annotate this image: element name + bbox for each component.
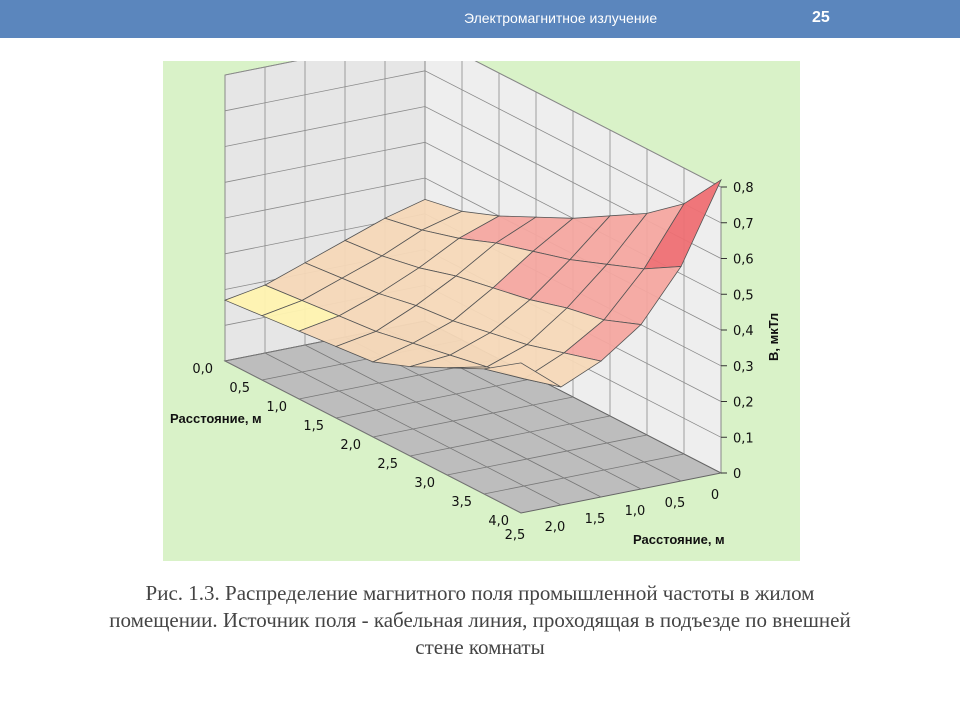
z-tick-label: 0,8 <box>733 181 754 196</box>
x-tick-label: 0,5 <box>664 496 686 511</box>
y-tick-label: 2,0 <box>340 438 361 453</box>
y-tick-label: 3,5 <box>451 495 472 510</box>
x-tick-label: 1,0 <box>624 504 646 519</box>
caption-line-2: помещении. Источник поля - кабельная линия, проходящая в подъезде по внешней <box>109 608 851 632</box>
z-tick-label: 0,2 <box>733 395 754 411</box>
figure-caption <box>0 580 960 661</box>
surface-chart <box>163 61 800 561</box>
x-axis-label: Расстояние, м <box>633 532 725 547</box>
chart-figure <box>163 61 800 561</box>
y-tick-label: 2,5 <box>377 457 398 472</box>
x-tick-label: 0 <box>710 488 720 503</box>
z-tick-label: 0,1 <box>733 431 754 447</box>
z-tick-label: 0 <box>733 467 742 482</box>
y-tick-label: 1,0 <box>266 400 287 415</box>
y-axis-label: Расстояние, м <box>170 411 262 426</box>
z-tick-label: 0,5 <box>733 288 754 304</box>
caption-line-1: Рис. 1.3. Распределение магнитного поля промышленной частоты в жилом <box>145 581 815 605</box>
y-tick-label: 0,0 <box>192 362 213 377</box>
x-tick-label: 2,5 <box>504 528 526 543</box>
x-tick-label: 2,0 <box>544 520 566 535</box>
z-tick-label: 0,4 <box>733 324 754 339</box>
y-tick-label: 1,5 <box>303 419 324 434</box>
y-tick-label: 3,0 <box>414 476 435 491</box>
z-tick-label: 0,3 <box>733 359 754 375</box>
x-tick-label: 1,5 <box>584 512 606 527</box>
header-bar <box>0 0 960 38</box>
z-tick-label: 0,6 <box>733 252 754 268</box>
y-tick-label: 0,5 <box>229 381 250 396</box>
y-tick-label: 4,0 <box>488 514 509 529</box>
caption-line-3: стене комнаты <box>415 635 545 659</box>
slide-number: 25 <box>812 9 830 26</box>
slide-title: Электромагнитное излучение <box>464 10 658 26</box>
z-axis-label: B, мкТл <box>766 312 781 361</box>
z-tick-label: 0,7 <box>733 216 754 232</box>
